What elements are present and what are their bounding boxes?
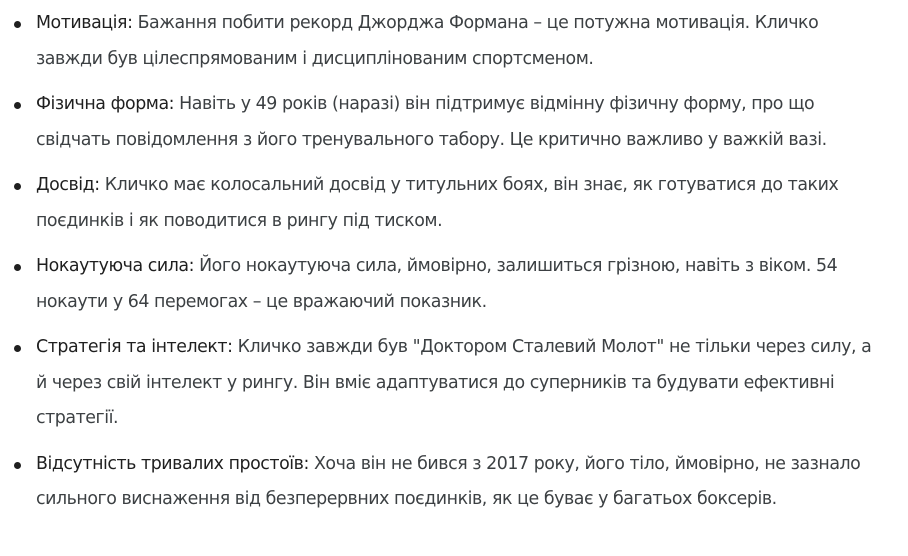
item-title: Фізична форма: [36,94,175,114]
item-text: Хоча він не бився з 2017 року, його тіло, ймовірно, не зазнало сильного виснаження від безперервних поєдинків, як це буває у багатьох боксерів. [36,453,861,509]
item-title: Стратегія та інтелект: [36,337,233,357]
list-item-no-downtime [36,447,884,518]
item-text: Навіть у 49 років (наразі) він підтримує відмінну фізичну форму, про що свідчать повідомлення з його тренувального табору. Це критично важливо у важкій вазі. [36,94,827,150]
bullet-icon [14,462,21,469]
list-item-strategy [36,330,884,437]
item-title: Досвід: [36,175,100,195]
item-title: Відсутність тривалих простоїв: [36,453,309,474]
bullet-icon [14,345,21,352]
item-text: Кличко має колосальний досвід у титульних боях, він знає, як готуватися до таких поєдинків і як поводитися в рингу під тиском. [36,175,839,231]
list-item-physical-form [36,87,884,158]
item-text: Кличко завжди був "Доктором Сталевий Молот" не тільки через силу, а й через свій інтелект у рингу. Він вміє адаптуватися до суперників та будувати ефективні стратегії. [36,337,872,428]
bullet-icon [14,264,21,271]
item-title: Нокаутуюча сила: [36,256,194,276]
bullet-icon [14,21,21,28]
list-item-motivation [36,6,884,77]
bullet-icon [14,183,21,190]
item-text: Бажання побити рекорд Джорджа Формана – це потужна мотивація. Кличко завжди був цілеспрямованим і дисциплінованим спортсменом. [36,13,819,69]
bullet-icon [14,102,21,109]
item-text: Його нокаутуюча сила, ймовірно, залишиться грізною, навіть з віком. 54 нокаути у 64 перемогах – це вражаючий показник. [36,256,838,312]
list-item-knockout-power [36,249,884,320]
list-item-experience [36,168,884,239]
item-title: Мотивація: [36,13,133,33]
